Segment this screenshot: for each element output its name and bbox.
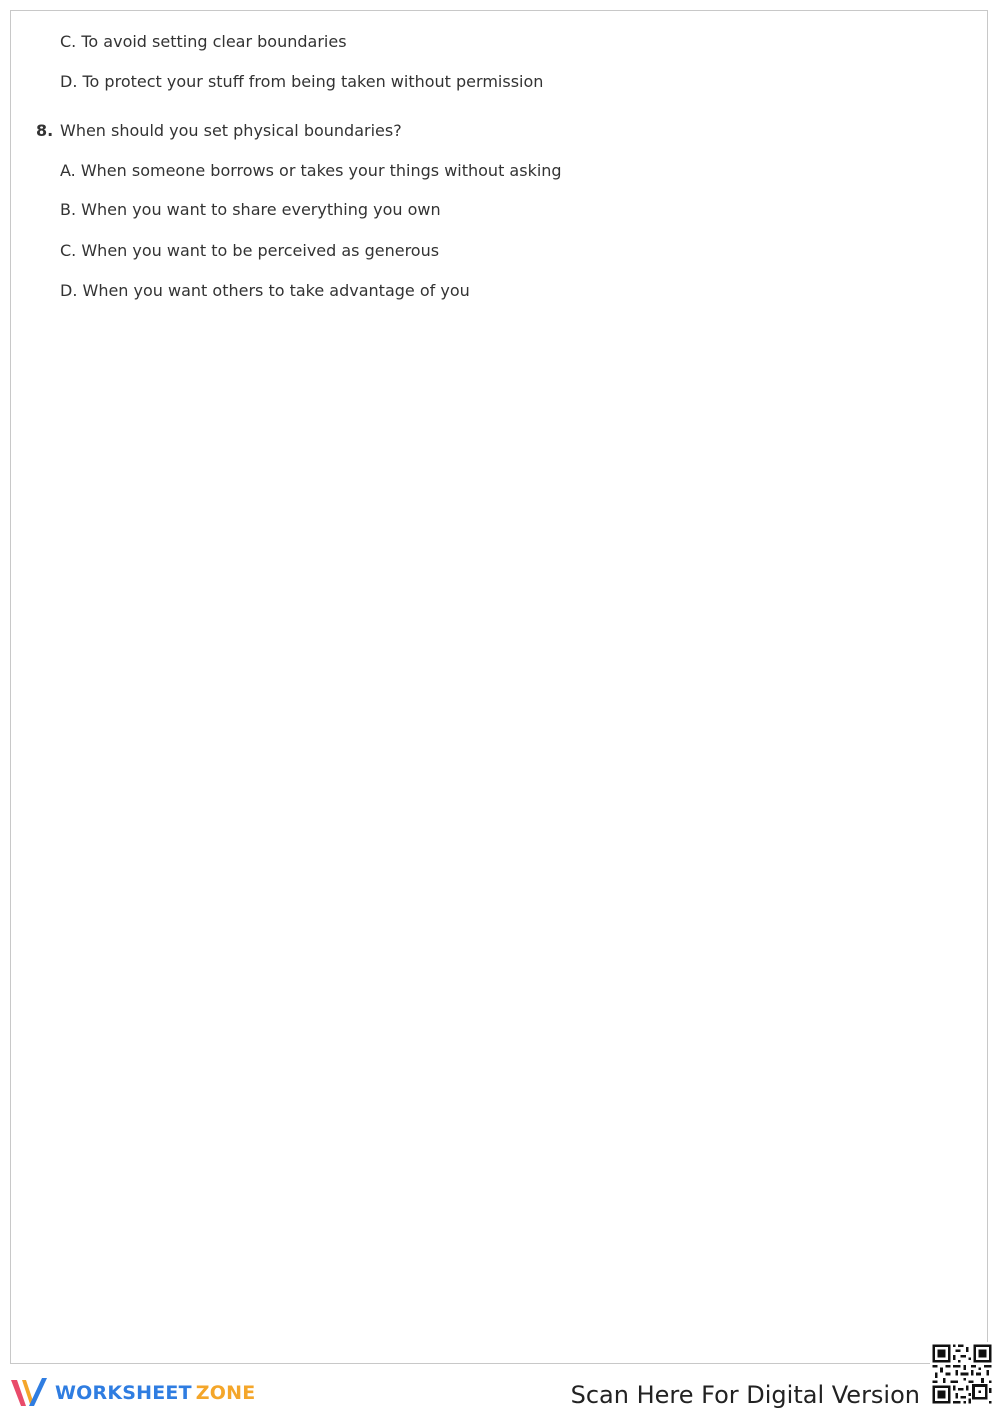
option-letter: D. (60, 281, 78, 300)
option-b (60, 200, 441, 220)
option-letter: C. (60, 241, 77, 260)
option-letter: B. (60, 200, 77, 219)
option-text: When someone borrows or takes your things without asking (80, 161, 562, 180)
worksheetzone-logo[interactable] (9, 1376, 255, 1410)
logo-word-worksheet: WORKSHEET (55, 1382, 192, 1404)
option-text: To protect your stuff from being taken without permission (82, 72, 544, 91)
question-number: 8. (36, 121, 54, 140)
option-text: When you want to share everything you own (81, 200, 441, 219)
logo-word-zone: ZONE (195, 1382, 256, 1404)
option-d (60, 281, 470, 301)
option-text: When you want others to take advantage of you (82, 281, 470, 300)
option-c-prev (60, 32, 347, 52)
footer (0, 1366, 1000, 1414)
option-a (60, 161, 562, 181)
qr-code-icon[interactable] (930, 1342, 994, 1406)
option-letter: D. (60, 72, 78, 91)
option-text: When you want to be perceived as generous (81, 241, 440, 260)
option-d-prev (60, 72, 543, 92)
option-letter: A. (60, 161, 76, 180)
option-c (60, 241, 439, 261)
question-text: When should you set physical boundaries? (60, 121, 402, 140)
logo-text (55, 1381, 255, 1405)
logo-w-icon (9, 1376, 49, 1410)
scan-here-text: Scan Here For Digital Version (570, 1381, 920, 1409)
option-text: To avoid setting clear boundaries (81, 32, 347, 51)
option-letter: C. (60, 32, 77, 51)
